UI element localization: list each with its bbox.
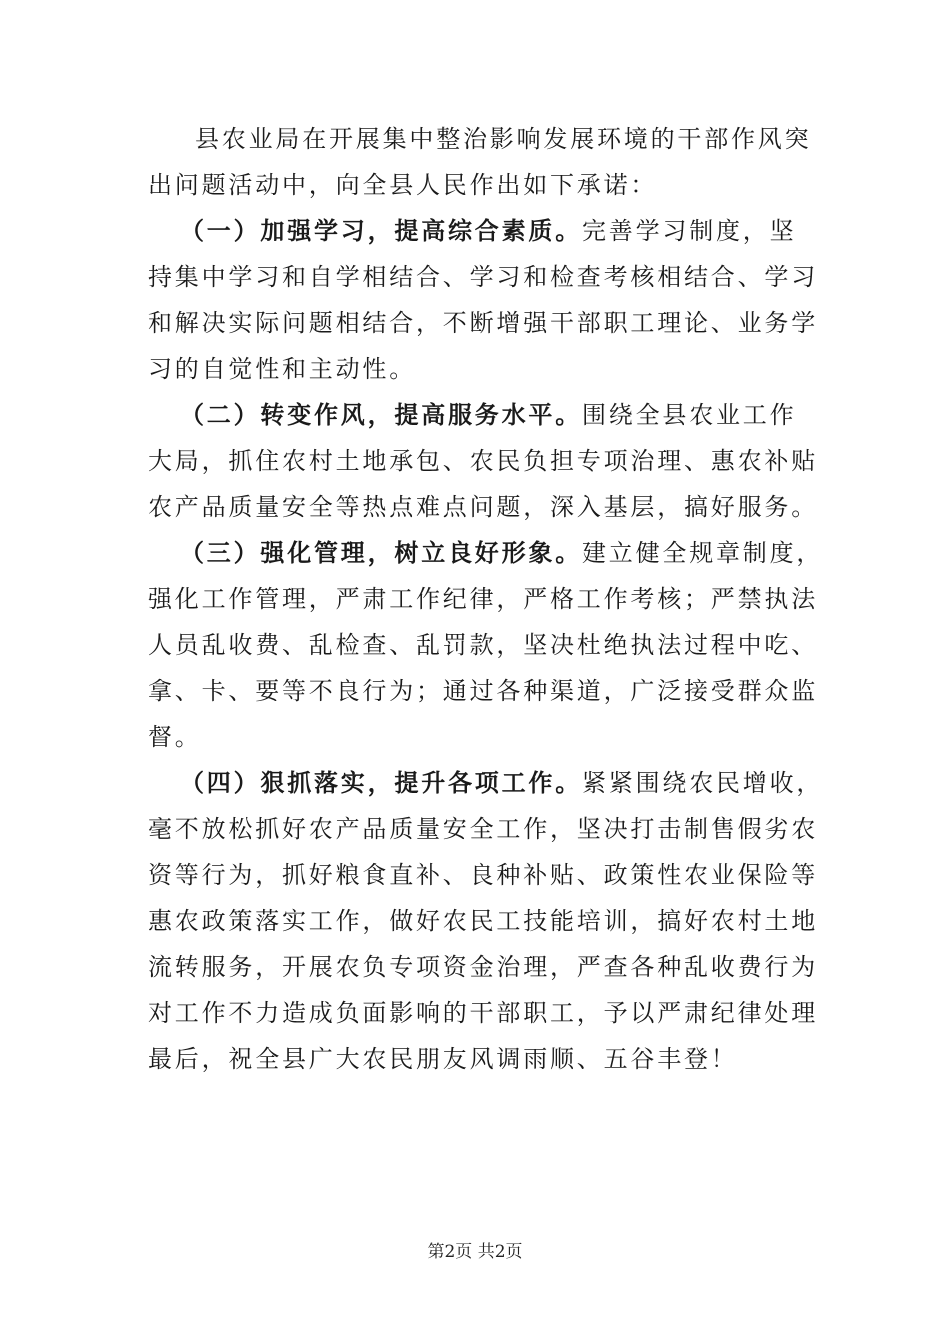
section-3-line-3: 人员乱收费、乱检查、乱罚款，坚决杜绝执法过程中吃、	[148, 631, 818, 659]
section-4-line-5: 流转服务，开展农负专项资金治理，严查各种乱收费行为	[148, 953, 818, 981]
section-4-text: 紧紧围绕农民增收，	[582, 769, 824, 797]
intro-line-1: 县农业局在开展集中整治影响发展环境的干部作风突	[195, 125, 812, 153]
section-2-line-3: 农产品质量安全等热点难点问题，深入基层，搞好服务。	[148, 493, 818, 521]
section-4-line-2: 毫不放松抓好农产品质量安全工作，坚决打击制售假劣农	[148, 815, 818, 843]
section-3-heading: （三）强化管理，树立良好形象。	[180, 539, 582, 567]
section-2-heading: （二）转变作风，提高服务水平。	[180, 401, 582, 429]
section-4-line-6: 对工作不力造成负面影响的干部职工，予以严肃纪律处理	[148, 999, 818, 1027]
intro-line-2: 出问题活动中，向全县人民作出如下承诺：	[148, 171, 658, 199]
section-2-text: 围绕全县农业工作	[582, 401, 797, 429]
section-3-line-5: 督。	[148, 723, 202, 751]
section-4-first-line	[180, 760, 823, 806]
section-3-line-4: 拿、卡、要等不良行为；通过各种渠道，广泛接受群众监	[148, 677, 818, 705]
section-1-line-3: 和解决实际问题相结合，不断增强干部职工理论、业务学	[148, 309, 818, 337]
section-2-first-line	[180, 392, 796, 438]
section-1-line-2: 持集中学习和自学相结合、学习和检查考核相结合、学习	[148, 263, 818, 291]
section-4-line-3: 资等行为，抓好粮食直补、良种补贴、政策性农业保险等	[148, 861, 818, 889]
section-1-heading: （一）加强学习，提高综合素质。	[180, 217, 582, 245]
page-footer: 第2页 共2页	[427, 1242, 523, 1262]
section-3-text: 建立健全规章制度，	[582, 539, 824, 567]
section-1-line-4: 习的自觉性和主动性。	[148, 355, 416, 383]
section-3-first-line	[180, 530, 823, 576]
section-2-line-2: 大局，抓住农村土地承包、农民负担专项治理、惠农补贴	[148, 447, 818, 475]
section-4-heading: （四）狠抓落实，提升各项工作。	[180, 769, 582, 797]
section-1-first-line	[180, 208, 796, 254]
section-3-line-2: 强化工作管理，严肃工作纪律，严格工作考核；严禁执法	[148, 585, 818, 613]
section-4-line-4: 惠农政策落实工作，做好农民工技能培训，搞好农村土地	[148, 907, 818, 935]
section-1-text: 完善学习制度，坚	[582, 217, 797, 245]
section-4-line-7: 最后，祝全县广大农民朋友风调雨顺、五谷丰登！	[148, 1045, 738, 1073]
